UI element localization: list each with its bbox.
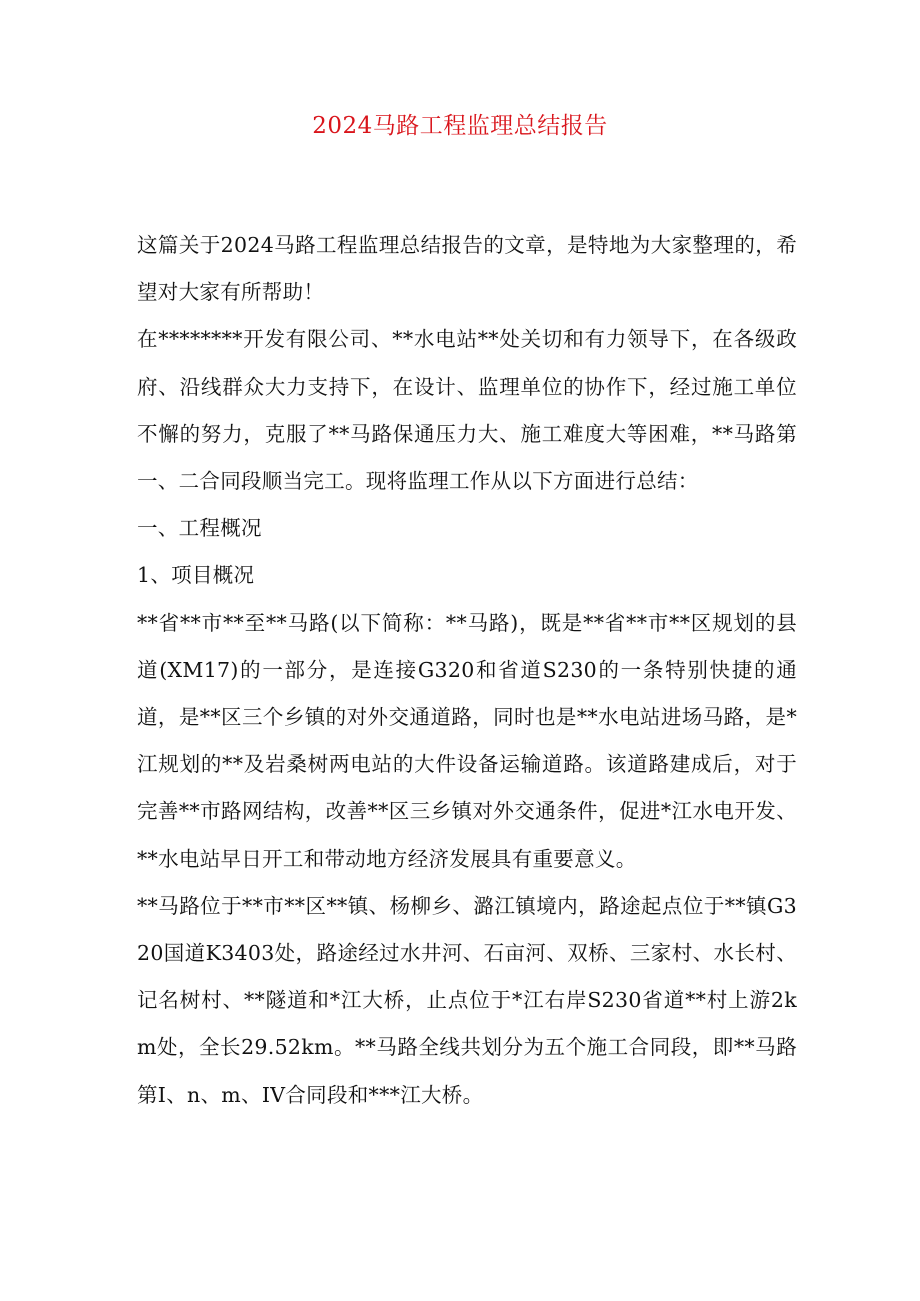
- document-body: [137, 222, 797, 1119]
- subsection-heading-project: 1、项目概况: [137, 563, 255, 588]
- document-title: 2024马路工程监理总结报告: [312, 113, 608, 139]
- summary-paragraph: 在********开发有限公司、**水电站**处关切和有力领导下，在各级政府、沿线群众大力支持下，在设计、监理单位的协作下，经过施工单位不懈的努力，克服了**马路保通压力大、施工难度大等困难，**马路第一、二合同段顺当完工。现将监理工作从以下方面进行总结：: [137, 327, 797, 494]
- project-overview-paragraph: **省**市**至**马路(以下简称：**马路)，既是**省**市**区规划的县道(XM17)的一部分，是连接G320和省道S230的一条特别快捷的通道，是**区三个乡镇的对外交通道路，同时也是**水电站进场马路，是*江规划的**及岩桑树两电站的大件设备运输道路。该道路建成后，对于完善**市路网结构，改善**区三乡镇对外交通条件，促进*江水电开发、**水电站早日开工和带动地方经济发展具有重要意义。: [137, 610, 797, 871]
- route-description-paragraph: **马路位于**市**区**镇、杨柳乡、潞江镇境内，路途起点位于**镇G320国道K3403处，路途经过水井河、石亩河、双桥、三家村、水长村、记名树村、**隧道和*江大桥，止点位于*江右岸S230省道**村上游2km处，全长29.52km。**马路全线共划分为五个施工合同段，即**马路第I、n、m、IV合同段和***江大桥。: [137, 893, 797, 1107]
- intro-paragraph: 这篇关于2024马路工程监理总结报告的文章，是特地为大家整理的，希望对大家有所帮助！: [137, 233, 797, 305]
- section-heading-overview: 一、工程概况: [137, 516, 262, 541]
